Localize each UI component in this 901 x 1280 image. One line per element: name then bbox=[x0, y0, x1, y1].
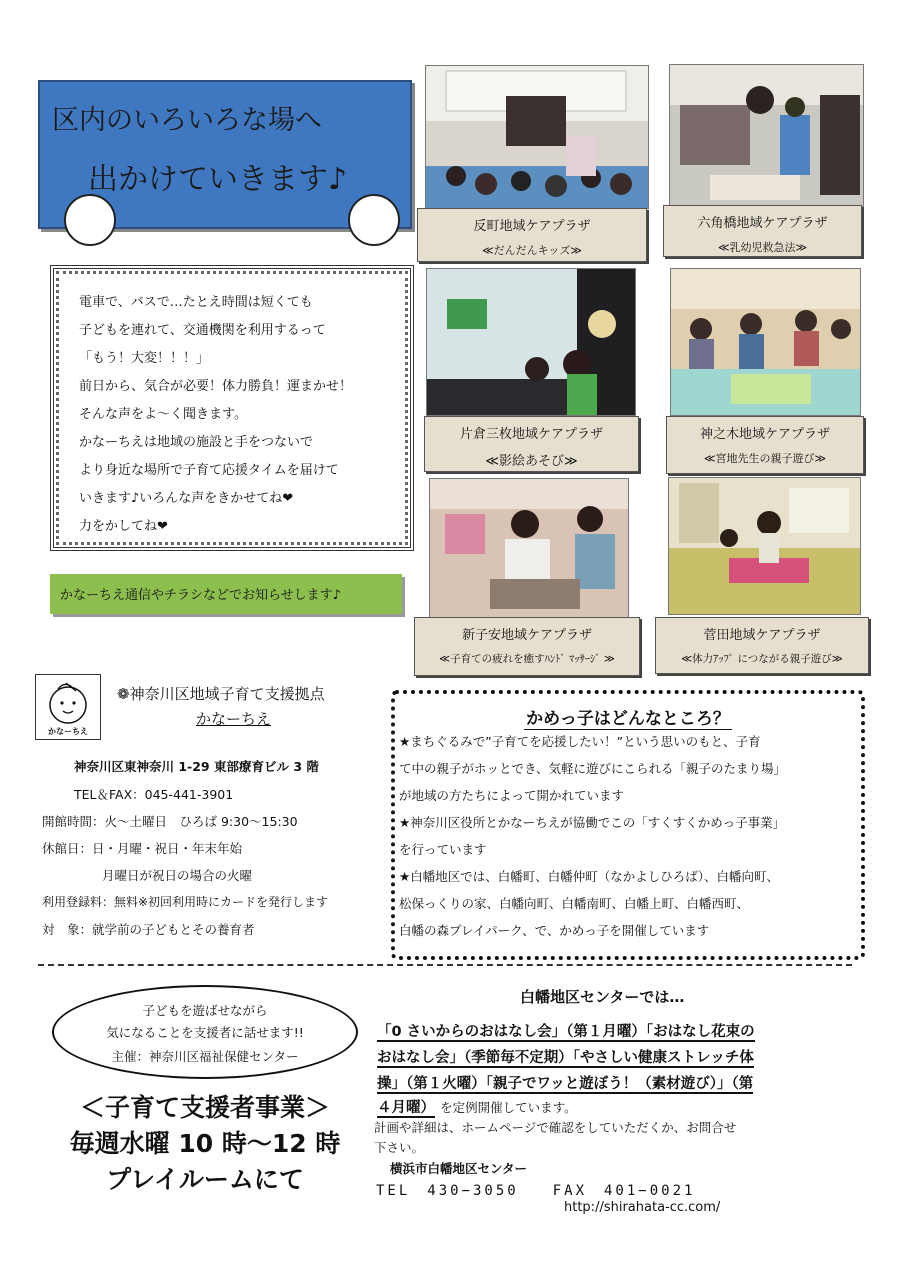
photo-kaminoki bbox=[670, 268, 861, 416]
oval-line: 気になることを支援者に話せます!! bbox=[106, 1025, 304, 1040]
message-line: 前日から、気合が必要！体力勝負！運まかせ！ bbox=[79, 379, 353, 394]
tel-fax: TEL＆FAX：045-441-3901 bbox=[74, 787, 234, 802]
caption-kaminoki bbox=[666, 416, 864, 474]
speech-oval bbox=[52, 985, 358, 1079]
closed-days-note: 月曜日が祝日の場合の火曜 bbox=[102, 868, 253, 883]
photo-sorimachi bbox=[425, 65, 649, 209]
caption-suge bbox=[655, 617, 869, 674]
center-program-line: ４月曜） を定例開催しています。 bbox=[377, 1100, 577, 1116]
support-title: ＜子育て支援者事業＞ bbox=[79, 1093, 330, 1122]
center-note: 計画や詳細は、ホームページで確認をしていただくか、お問合せ bbox=[374, 1120, 737, 1135]
caption-name: 神之木地域ケアプラザ bbox=[699, 427, 830, 442]
photo-suge bbox=[668, 477, 861, 615]
message-line: 電車で、バスで…たとえ時間は短くても bbox=[79, 295, 313, 310]
kamekko-line: 松保っくりの家、白幡向町、白幡南町、白幡上町、白幡西町、 bbox=[399, 896, 750, 911]
caption-rokkakubashi bbox=[663, 205, 862, 257]
center-name-1: ❁神奈川区地域子育て支援拠点 bbox=[117, 685, 325, 703]
caption-sub: ≪宮地先生の親子遊び≫ bbox=[703, 452, 827, 465]
center-program-line: 「0 さいからのおはなし会」（第１月曜）「おはなし花束の bbox=[377, 1024, 755, 1040]
center-title: 白幡地区センターでは… bbox=[520, 988, 685, 1006]
kamekko-heading: かめっ子はどんなところ？ bbox=[526, 709, 730, 729]
center-program-line: 操」（第１火曜）「親子でワッと遊ぼう！（素材遊び）」（第 bbox=[377, 1076, 754, 1092]
photo-rokkakubashi bbox=[669, 64, 864, 207]
support-when: 毎週水曜 10 時～12 時 bbox=[69, 1129, 341, 1158]
kamekko-box bbox=[391, 690, 865, 960]
center-url[interactable]: http://shirahata-cc.com/ bbox=[564, 1200, 721, 1215]
oval-line: 主催：神奈川区福祉保健センター bbox=[111, 1049, 299, 1064]
center-org: 横浜市白幡地区センター bbox=[390, 1161, 528, 1176]
message-line: 「もう！大変！！！」 bbox=[79, 351, 210, 366]
center-note: 下さい。 bbox=[374, 1140, 425, 1155]
logo-text: かなーちえ bbox=[48, 727, 88, 736]
message-line: 子どもを連れて、交通機関を利用するって bbox=[79, 323, 326, 338]
kamekko-line: ★白幡地区では、白幡町、白幡仲町（なかよしひろば）、白幡向町、 bbox=[399, 869, 779, 884]
caption-name: 菅田地域ケアプラザ bbox=[703, 628, 821, 643]
kanachie-logo bbox=[35, 674, 101, 740]
kamekko-line: て中の親子がホッとでき、気軽に遊びにこられる「親子のたまり場」 bbox=[399, 761, 787, 776]
caption-sub: ≪乳幼児救急法≫ bbox=[717, 241, 808, 254]
photo-shinkoyasu bbox=[429, 478, 629, 618]
notice-banner bbox=[50, 574, 402, 614]
center-name-2: かなーちえ bbox=[196, 710, 272, 728]
message-line: いきます♪いろんな声をきかせてね❤ bbox=[79, 491, 294, 506]
kamekko-line: 白幡の森プレイパーク、で、かめっ子を開催しています bbox=[399, 923, 710, 938]
caption-shinkoyasu bbox=[414, 617, 640, 676]
caption-sub: ≪体力ｱｯﾌﾟ につながる親子遊び≫ bbox=[681, 653, 843, 665]
kamekko-line: ★まちぐるみで”子育てを応援したい！”という思いのもと、子育 bbox=[399, 734, 761, 749]
bus-wheel-icon bbox=[348, 194, 400, 246]
caption-sub: ≪だんだんキッズ≫ bbox=[482, 244, 582, 257]
kamekko-line: ★神奈川区役所とかなーちえが協働でこの「すくすくかめっ子事業」 bbox=[399, 815, 786, 830]
caption-name: 反町地域ケアプラザ bbox=[473, 219, 591, 234]
hours: 開館時間：火～土曜日 ひろば 9:30～15:30 bbox=[42, 814, 298, 829]
caption-name: 片倉三枚地域ケアプラザ bbox=[459, 427, 603, 442]
notice-text: かなーちえ通信やチラシなどでお知らせします♪ bbox=[60, 588, 341, 603]
kamekko-line: が地域の方たちによって開かれています bbox=[399, 788, 625, 803]
message-line: かなーちえは地域の施設と手をつないで bbox=[79, 435, 314, 450]
caption-sub: ≪子育ての疲れを癒すﾊﾝﾄﾞ ﾏｯｻｰｼﾞ ≫ bbox=[439, 653, 615, 665]
caption-katakura bbox=[424, 416, 639, 472]
address: 神奈川区東神奈川 1-29 東部療育ビル 3 階 bbox=[74, 759, 319, 774]
closed-days: 休館日：日・月曜・祝日・年末年始 bbox=[42, 841, 243, 856]
title-line-1: 区内のいろいろな場へ bbox=[52, 105, 322, 136]
section-divider bbox=[38, 964, 852, 966]
kamekko-line: を行っています bbox=[399, 842, 487, 857]
bus-wheel-icon bbox=[64, 194, 116, 246]
support-where: プレイルームにて bbox=[106, 1165, 304, 1194]
title-line-2: 出かけていきます♪ bbox=[88, 162, 348, 197]
caption-name: 六角橋地域ケアプラザ bbox=[697, 216, 828, 231]
caption-name: 新子安地域ケアプラザ bbox=[461, 628, 592, 643]
photo-katakura bbox=[426, 268, 636, 416]
message-box bbox=[50, 265, 414, 551]
message-line: 力をかしてね❤ bbox=[79, 519, 168, 534]
target: 対 象：就学前の子どもとその養育者 bbox=[42, 922, 255, 937]
message-line: そんな声をよ～く聞きます。 bbox=[79, 407, 247, 422]
center-program-line: おはなし会」（季節毎不定期）「やさしい健康ストレッチ体 bbox=[377, 1050, 754, 1066]
center-contact: TEL 430−3050 FAX 401−0021 bbox=[376, 1183, 696, 1199]
caption-sorimachi bbox=[417, 208, 647, 262]
caption-sub: ≪影絵あそび≫ bbox=[485, 454, 578, 469]
registration-fee: 利用登録料：無料※初回利用時にカードを発行します bbox=[42, 895, 329, 909]
oval-line: 子どもを遊ばせながら bbox=[142, 1003, 268, 1018]
message-line: より身近な場所で子育て応援タイムを届けて bbox=[79, 463, 339, 478]
